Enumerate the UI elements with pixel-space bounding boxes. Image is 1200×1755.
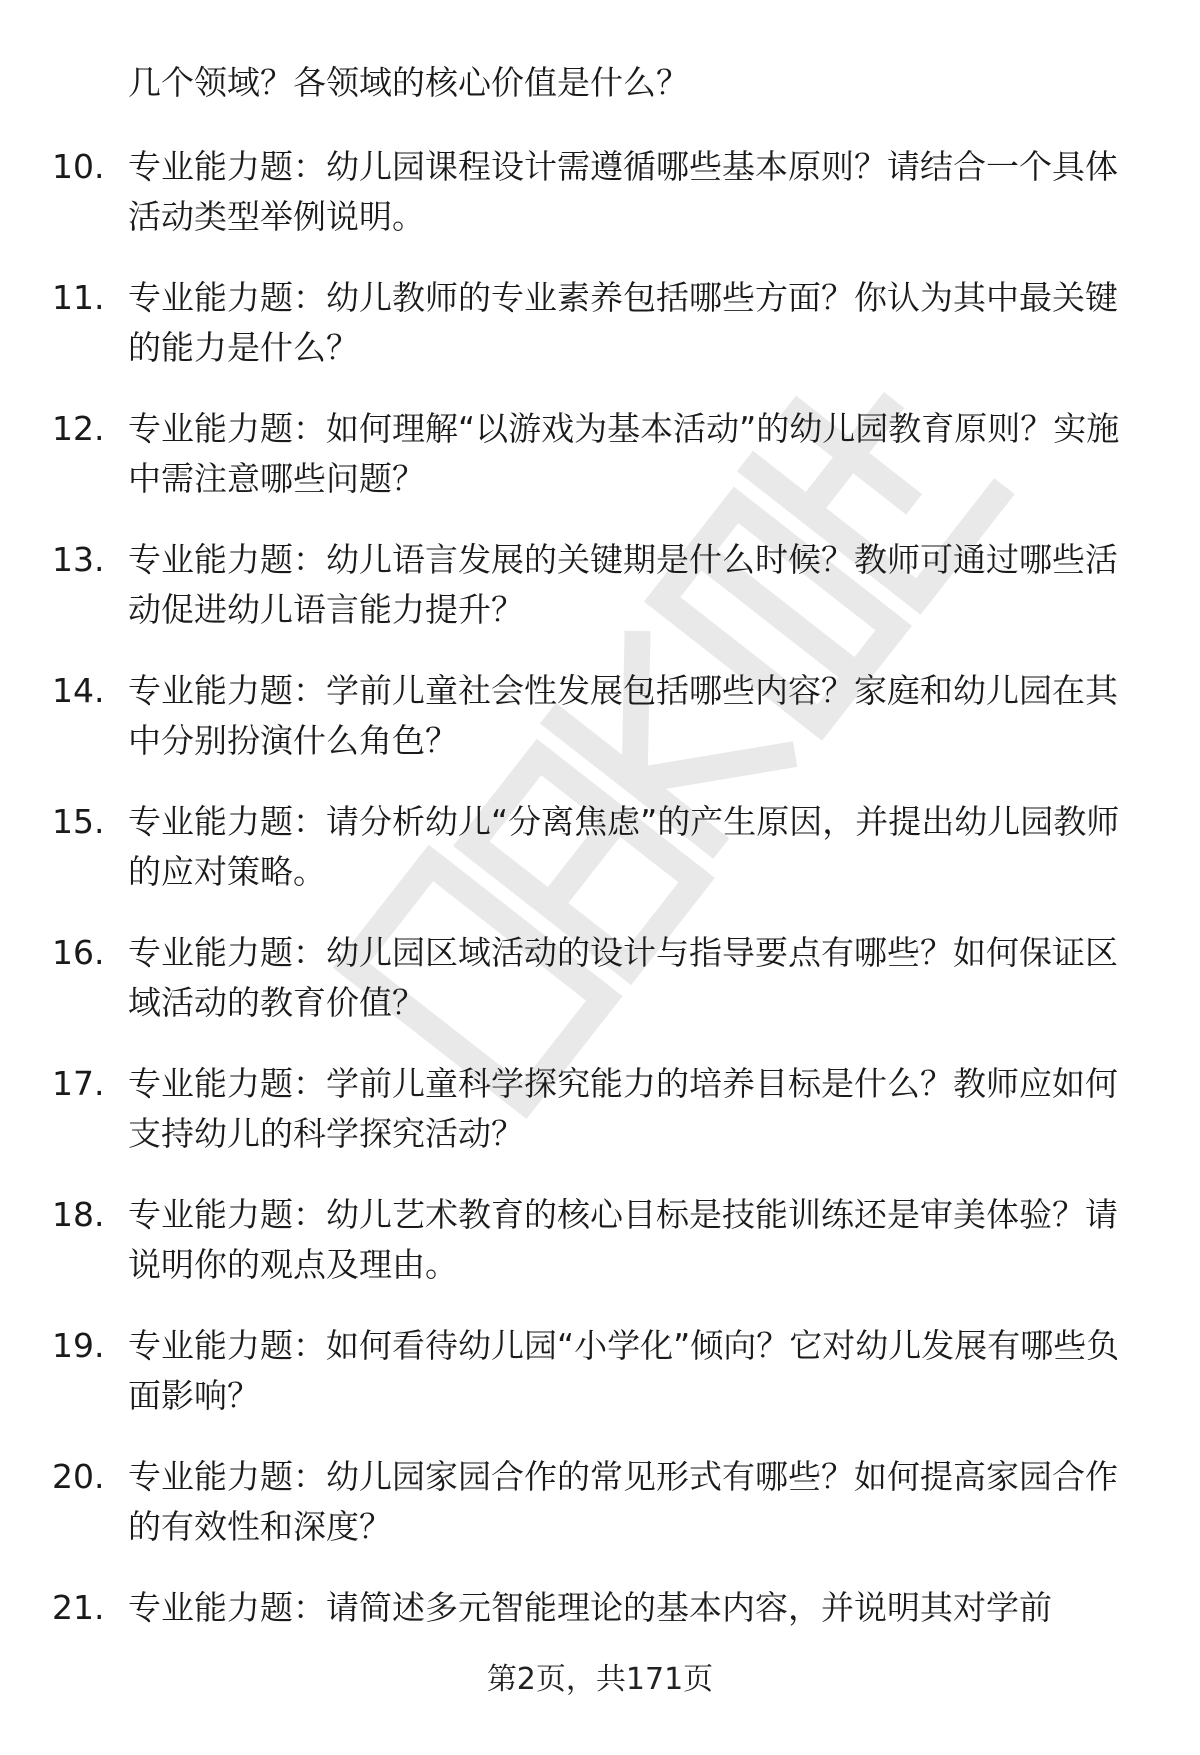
question-number: 20. (52, 1457, 105, 1496)
question-text: 专业能力题：幼儿艺术教育的核心目标是技能训练还是审美体验？请说明你的观点及理由。 (128, 1195, 1118, 1284)
question-number: 18. (52, 1195, 105, 1234)
question-number: 11. (52, 278, 105, 317)
question-text: 专业能力题：幼儿园课程设计需遵循哪些基本原则？请结合一个具体活动类型举例说明。 (128, 147, 1118, 236)
question-text: 专业能力题：幼儿语言发展的关键期是什么时候？教师可通过哪些活动促进幼儿语言能力提升？ (128, 540, 1118, 629)
question-item (0, 1452, 1200, 1583)
question-item (0, 1190, 1200, 1321)
question-item (0, 273, 1200, 404)
question-item (0, 142, 1200, 273)
question-text: 专业能力题：请分析幼儿“分离焦虑”的产生原因，并提出幼儿园教师的应对策略。 (128, 802, 1120, 891)
question-text: 专业能力题：如何理解“以游戏为基本活动”的幼儿园教育原则？实施中需注意哪些问题？ (128, 409, 1120, 498)
question-text: 专业能力题：请简述多元智能理论的基本内容，并说明其对学前 (128, 1588, 1052, 1627)
question-item (0, 1321, 1200, 1452)
question-number: 17. (52, 1064, 105, 1103)
question-number: 16. (52, 933, 105, 972)
question-number: 21. (52, 1588, 105, 1627)
question-item (0, 928, 1200, 1059)
question-text: 专业能力题：学前儿童社会性发展包括哪些内容？家庭和幼儿园在其中分别扮演什么角色？ (128, 671, 1118, 760)
question-item (0, 535, 1200, 666)
question-item (0, 1059, 1200, 1190)
continued-question-text: 几个领域？各领域的核心价值是什么？ (128, 63, 689, 102)
question-item (0, 797, 1200, 928)
question-text: 专业能力题：幼儿园区域活动的设计与指导要点有哪些？如何保证区域活动的教育价值？ (128, 933, 1118, 1022)
question-item (0, 404, 1200, 535)
question-number: 12. (52, 409, 105, 448)
question-number: 10. (52, 147, 105, 186)
question-number: 19. (52, 1326, 105, 1365)
question-item (0, 666, 1200, 797)
question-number: 15. (52, 802, 105, 841)
page-number-footer: 第2页，共171页 (486, 1662, 714, 1697)
question-number: 13. (52, 540, 105, 579)
question-list (0, 142, 1200, 1714)
question-text: 专业能力题：如何看待幼儿园“小学化”倾向？它对幼儿发展有哪些负面影响？ (128, 1326, 1120, 1415)
question-number: 14. (52, 671, 105, 710)
question-text: 专业能力题：幼儿教师的专业素养包括哪些方面？你认为其中最关键的能力是什么？ (128, 278, 1118, 367)
question-text: 专业能力题：幼儿园家园合作的常见形式有哪些？如何提高家园合作的有效性和深度？ (128, 1457, 1118, 1546)
question-text: 专业能力题：学前儿童科学探究能力的培养目标是什么？教师应如何支持幼儿的科学探究活动？ (128, 1064, 1118, 1153)
